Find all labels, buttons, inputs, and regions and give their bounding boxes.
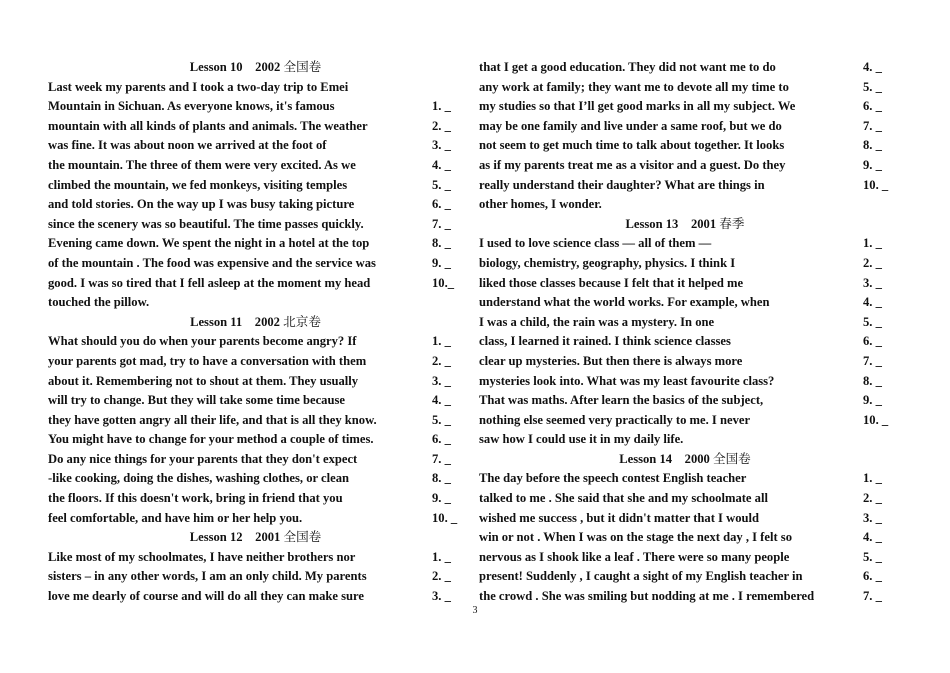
passage-line xyxy=(479,313,891,333)
answer-blank: 7. _ xyxy=(863,589,882,604)
answer-blank: 6. _ xyxy=(863,99,882,114)
passage-text: will try to change. But they will take some time because xyxy=(48,393,345,408)
exam-source: 全国卷 xyxy=(283,60,322,74)
answer-blank: 9. _ xyxy=(432,255,451,270)
answer-blank: 6. _ xyxy=(863,569,882,584)
answer-blank: 9. _ xyxy=(863,393,882,408)
answer-blank: 5. _ xyxy=(863,79,882,94)
answer-blank: 8. _ xyxy=(863,138,882,153)
answer-blank: 2. _ xyxy=(863,255,882,270)
passage-line xyxy=(48,254,463,274)
passage-text: class, I learned it rained. I think science classes xyxy=(479,334,731,349)
passage-line xyxy=(479,567,891,587)
passage-line xyxy=(48,411,463,431)
passage-text: -like cooking, doing the dishes, washing clothes, or clean xyxy=(48,471,350,486)
passage-line xyxy=(479,97,891,117)
passage-text: not seem to get much time to talk about together. It looks xyxy=(479,138,785,153)
passage-line xyxy=(479,352,891,372)
answer-blank: 10._ xyxy=(432,275,455,290)
passage-line xyxy=(479,548,891,568)
passage-line xyxy=(48,78,463,98)
passage-text: That was maths. After learn the basics of the subject, xyxy=(479,393,764,408)
answer-blank: 3. _ xyxy=(432,138,451,153)
answer-blank: 8. _ xyxy=(432,471,451,486)
passage-line xyxy=(48,234,463,254)
passage-text: talked to me . She said that she and my schoolmate all xyxy=(479,491,768,506)
passage-text: sisters – in any other words, I am an only child. My parents xyxy=(48,569,367,584)
passage-line xyxy=(479,156,891,176)
answer-blank: 6. _ xyxy=(432,432,451,447)
passage-line xyxy=(479,136,891,156)
passage-line xyxy=(479,274,891,294)
passage-text: present! Suddenly , I caught a sight of my English teacher in xyxy=(479,569,803,584)
passage-line xyxy=(479,509,891,529)
passage-text: that I get a good education. They did not want me to do xyxy=(479,60,776,74)
passage-line xyxy=(48,215,463,235)
answer-blank: 1. _ xyxy=(863,471,882,486)
passage-line xyxy=(48,391,463,411)
answer-blank: 2. _ xyxy=(863,491,882,506)
passage-line xyxy=(48,332,463,352)
answer-blank: 4. _ xyxy=(432,157,451,172)
passage-text: the mountain. The three of them were very excited. As we xyxy=(48,157,356,172)
answer-blank: 4. _ xyxy=(863,530,882,545)
passage-text: clear up mysteries. But then there is always more xyxy=(479,353,743,368)
passage-text: the floors. If this doesn't work, bring in friend that you xyxy=(48,491,343,506)
answer-blank: 4. _ xyxy=(863,60,882,74)
passage-line xyxy=(48,136,463,156)
passage-line xyxy=(479,195,891,215)
lesson-title: Lesson 10 2002 xyxy=(189,60,284,74)
answer-blank: 2. _ xyxy=(432,569,451,584)
answer-blank: 1. _ xyxy=(432,99,451,114)
passage-line xyxy=(479,176,891,196)
passage-text: Like most of my schoolmates, I have neither brothers nor xyxy=(48,549,356,564)
lesson-title: Lesson 14 2000 xyxy=(619,451,713,466)
answer-blank: 5. _ xyxy=(863,549,882,564)
passage-text: since the scenery was so beautiful. The time passes quickly. xyxy=(48,216,364,231)
passage-line xyxy=(48,274,463,294)
passage-line xyxy=(479,469,891,489)
answer-blank: 10. _ xyxy=(863,412,889,427)
answer-blank: 5. _ xyxy=(863,314,882,329)
lesson-heading xyxy=(479,450,891,470)
passage-text: biology, chemistry, geography, physics. I think I xyxy=(479,255,736,270)
passage-line xyxy=(479,391,891,411)
passage-text: Do any nice things for your parents that they don't expect xyxy=(48,451,358,466)
answer-blank: 5. _ xyxy=(432,412,451,427)
passage-line xyxy=(48,450,463,470)
passage-line xyxy=(479,254,891,274)
passage-line xyxy=(479,528,891,548)
passage-text: and told stories. On the way up I was busy taking picture xyxy=(48,197,355,212)
passage-text: love me dearly of course and will do all they can make sure xyxy=(48,589,364,604)
passage-text: Mountain in Sichuan. As everyone knows, it's famous xyxy=(48,99,335,114)
lesson-title: Lesson 12 2001 xyxy=(189,530,284,545)
passage-text: any work at family; they want me to devote all my time to xyxy=(479,79,789,94)
passage-line xyxy=(479,411,891,431)
answer-blank: 1. _ xyxy=(432,334,451,349)
passage-text: touched the pillow. xyxy=(48,295,150,310)
passage-text: the crowd . She was smiling but nodding at me . I remembered xyxy=(479,589,815,604)
passage-line xyxy=(479,489,891,509)
answer-blank: 1. _ xyxy=(432,549,451,564)
answer-blank: 8. _ xyxy=(863,373,882,388)
lesson-heading xyxy=(48,58,463,78)
answer-blank: 6. _ xyxy=(432,197,451,212)
passage-line xyxy=(48,176,463,196)
passage-text: about it. Remembering not to shout at them. They usually xyxy=(48,373,359,388)
lesson-heading xyxy=(479,215,891,235)
passage-text: climbed the mountain, we fed monkeys, visiting temples xyxy=(48,177,348,192)
passage-text: feel comfortable, and have him or her help you. xyxy=(48,510,303,525)
left-column xyxy=(48,58,463,607)
passage-text: other homes, I wonder. xyxy=(479,197,602,212)
passage-text: Last week my parents and I took a two-day trip to Emei xyxy=(48,79,349,94)
passage-line xyxy=(48,509,463,529)
passage-line xyxy=(48,195,463,215)
passage-line xyxy=(48,548,463,568)
answer-blank: 3. _ xyxy=(432,589,451,604)
passage-line xyxy=(48,97,463,117)
right-column xyxy=(479,58,891,607)
passage-text: nervous as I shook like a leaf . There were so many people xyxy=(479,549,790,564)
passage-line xyxy=(48,372,463,392)
passage-text: I used to love science class — all of them — xyxy=(479,236,712,251)
passage-text: my studies so that I’ll get good marks in all my subject. We xyxy=(479,99,796,114)
answer-blank: 7. _ xyxy=(863,353,882,368)
passage-line xyxy=(48,156,463,176)
passage-line xyxy=(479,78,891,98)
passage-text: they have gotten angry all their life, and that is all they know. xyxy=(48,412,377,427)
passage-text: of the mountain . The food was expensive and the service was xyxy=(48,255,376,270)
lesson-title: Lesson 11 2002 xyxy=(190,314,284,329)
lesson-heading xyxy=(48,313,463,333)
passage-text: good. I was so tired that I fell asleep at the moment my head xyxy=(48,275,371,290)
answer-blank: 7. _ xyxy=(863,118,882,133)
answer-blank: 8. _ xyxy=(432,236,451,251)
answer-blank: 4. _ xyxy=(432,393,451,408)
page-number: 3 xyxy=(472,605,478,616)
exam-source: 春季 xyxy=(719,216,745,231)
passage-text: was fine. It was about noon we arrived at the foot of xyxy=(48,138,327,153)
answer-blank: 7. _ xyxy=(432,216,451,231)
answer-blank: 4. _ xyxy=(863,295,882,310)
passage-line xyxy=(48,469,463,489)
passage-text: The day before the speech contest English teacher xyxy=(479,471,747,486)
passage-line xyxy=(479,587,891,607)
answer-blank: 7. _ xyxy=(432,451,451,466)
passage-line xyxy=(48,352,463,372)
passage-line xyxy=(48,489,463,509)
passage-text: liked those classes because I felt that it helped me xyxy=(479,275,744,290)
passage-line xyxy=(479,372,891,392)
passage-text: may be one family and live under a same roof, but we do xyxy=(479,118,782,133)
passage-line xyxy=(48,117,463,137)
passage-text: really understand their daughter? What are things in xyxy=(479,177,765,192)
exam-source: 全国卷 xyxy=(712,451,751,466)
passage-line xyxy=(479,117,891,137)
answer-blank: 9. _ xyxy=(432,491,451,506)
answer-blank: 3. _ xyxy=(863,510,882,525)
passage-text: saw how I could use it in my daily life. xyxy=(479,432,684,447)
passage-line xyxy=(479,332,891,352)
passage-line xyxy=(479,293,891,313)
passage-line xyxy=(48,587,463,607)
passage-text: I was a child, the rain was a mystery. In one xyxy=(479,314,715,329)
exam-source: 北京卷 xyxy=(283,314,321,329)
passage-line xyxy=(479,58,891,78)
answer-blank: 1. _ xyxy=(863,236,882,251)
passage-line xyxy=(48,430,463,450)
answer-blank: 2. _ xyxy=(432,353,451,368)
passage-text: What should you do when your parents become angry? If xyxy=(48,334,357,349)
answer-blank: 6. _ xyxy=(863,334,882,349)
passage-line xyxy=(48,293,463,313)
passage-line xyxy=(479,430,891,450)
answer-blank: 10. _ xyxy=(863,177,889,192)
passage-text: mountain with all kinds of plants and animals. The weather xyxy=(48,118,368,133)
passage-text: win or not . When I was on the stage the next day , I felt so xyxy=(479,530,792,545)
passage-text: nothing else seemed very practically to me. I never xyxy=(479,412,751,427)
answer-blank: 10. _ xyxy=(432,510,458,525)
lesson-title: Lesson 13 2001 xyxy=(625,216,720,231)
exam-source: 全国卷 xyxy=(283,530,322,545)
passage-text: Evening came down. We spent the night in a hotel at the top xyxy=(48,236,370,251)
answer-blank: 2. _ xyxy=(432,118,451,133)
answer-blank: 3. _ xyxy=(863,275,882,290)
passage-text: as if my parents treat me as a visitor and a guest. Do they xyxy=(479,157,786,172)
passage-line xyxy=(48,567,463,587)
answer-blank: 9. _ xyxy=(863,157,882,172)
passage-text: mysteries look into. What was my least favourite class? xyxy=(479,373,775,388)
answer-blank: 3. _ xyxy=(432,373,451,388)
lesson-heading xyxy=(48,528,463,548)
passage-line xyxy=(479,234,891,254)
passage-text: You might have to change for your method a couple of times. xyxy=(48,432,374,447)
answer-blank: 5. _ xyxy=(432,177,451,192)
passage-text: understand what the world works. For example, when xyxy=(479,295,770,310)
passage-text: your parents got mad, try to have a conversation with them xyxy=(48,353,367,368)
passage-text: wished me success , but it didn't matter that I would xyxy=(479,510,759,525)
